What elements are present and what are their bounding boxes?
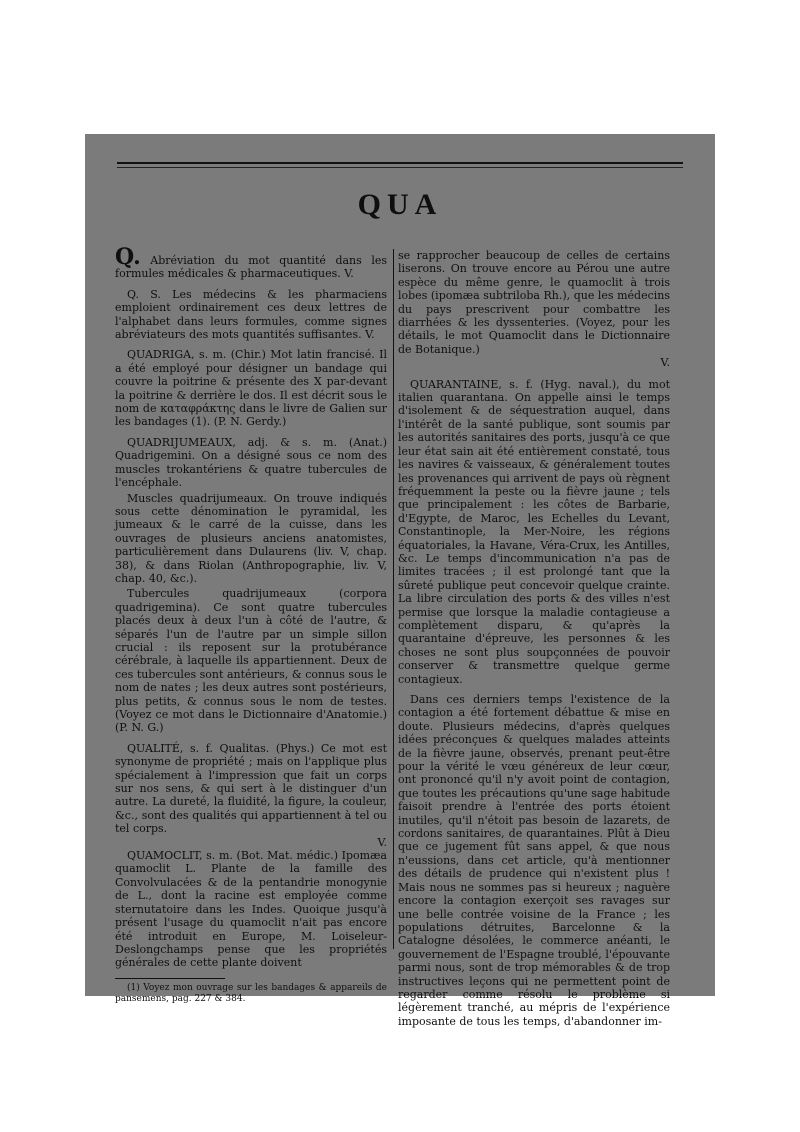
drop-cap: Q.: [115, 244, 141, 270]
entry-quamoclit: QUAMOCLIT, s. m. (Bot. Mat. médic.) Ipomæa quamoclit L. Plante de la famille des Convolvulacées & de la pentandrie monogynie de L., dont la racine est employée comme sternutatoire dans les Indes. Quoique jusqu'à présent l'usage du quamoclit n'ait pas encore été introduit en Europe, M. Loiseleur-Deslongchamps pense que les propriétés générales de cette plante doivent: [115, 849, 387, 970]
entry-muscles-quadrijumeaux: Muscles quadrijumeaux. On trouve indiqués sous cette dénomination le pyramidal, les jumeaux & le carré de la cuisse, dans les ouvrages de plusieurs anciens anatomistes, particulièrement dans Dulaurens (liv. V, chap. 38), & dans Riolan (Anthropographie, liv. V, chap. 40, &c.).: [115, 491, 387, 585]
entry-q: [115, 244, 387, 281]
right-column: [398, 249, 670, 1035]
entry-quamoclit-continued: se rapprocher beaucoup de celles de certains liserons. On trouve encore au Pérou une autre espèce du même genre, le quamoclit à trois lobes (ipomæa subtriloba Rh.), que les médecins du pays prescrivent pour combattre les diarrhées & les dyssenteries. (Voyez, pour les détails, le mot Quamoclit dans le Dictionnaire de Botanique.): [398, 249, 670, 356]
entry-tubercules-quadrijumeaux: Tubercules quadrijumeaux (corpora quadrigemina). Ce sont quatre tubercules placés deux à deux l'un à côté de l'autre, & séparés l'un de l'autre par un simple sillon crucial : ils reposent sur la protubérance cérébrale, à laquelle ils appartiennent. Deux de ces tubercules sont antérieurs, & connus sous le nom de nates ; les deux autres sont postérieurs, plus petits, & connus sous le nom de testes. (Voyez ce mot dans le Dictionnaire d'Anatomie.) (P. N. G.): [115, 587, 387, 735]
entry-qualite: QUALITÉ, s. f. Qualitas. (Phys.) Ce mot est synonyme de propriété ; mais on l'applique plus spécialement à l'impression que fait un corps sur nos sens, & qui sert à le distinguer d'un autre. La dureté, la fluidité, la figure, la couleur, &c., sont des qualités qui appartiennent à tel ou tel corps.: [115, 741, 387, 836]
entry-quadrijumeaux: QUADRIJUMEAUX, adj. & s. m. (Anat.) Quadrigemini. On a désigné sous ce nom des muscles trokantériens & quatre tubercules de l'encéphale.: [115, 435, 387, 490]
scanned-page: [85, 134, 715, 1028]
header-rule-thin: [117, 167, 683, 168]
entry-q-text: Abréviation du mot quantité dans les formules médicales & pharmaceutiques. V.: [115, 254, 387, 281]
entry-quadriga: QUADRIGA, s. m. (Chir.) Mot latin francisé. Il a été employé pour désigner un bandage qui couvre la poitrine & présente des X par-devant la poitrine & derrière le dos. Il est décrit sous le nom de καταφράκτης dans le livre de Galien sur les bandages (1). (P. N. Gerdy.): [115, 348, 387, 429]
footnote: (1) Voyez mon ouvrage sur les bandages & appareils de pansemens, pag. 227 & 384.: [115, 982, 387, 1004]
footnote-rule: [115, 978, 225, 979]
entry-quarantaine-continued: Dans ces derniers temps l'existence de la contagion a été fortement débattue & mise en doute. Plusieurs médecins, d'après quelques idées préconçues & quelques malades atteints de la fièvre jaune, observés, prenant peut-être pour la vérité le vœu généreux de leur cœur, ont prononcé qu'il n'y avoit point de contagion, que toutes les précautions qu'une sage habitude faisoit prendre à l'entrée des ports étoient inutiles, qu'il n'étoit pas besoin de lazarets, de cordons sanitaires, de quarantaines. Plût à Dieu que ce jugement fût sans appel, & que nous n'eussions, dans cet article, qu'à mentionner des détails de prudence qui n'existent plus ! Mais nous ne sommes pas si heureux ; naguère encore la contagion exerçoit ses ravages sur une belle contrée voisine de la France ; les populations détruites, Barcelonne & la Catalogne désolées, le commerce anéanti, le gouvernement de l'Espagne troublé, l'épouvante parmi nous, sont de trop mémorables & de trop instructives leçons qui ne permettent point de regarder comme résolu le problème si légèrement tranché, au mépris de l'expérience imposante de tous les temps, d'abandonner im-: [398, 693, 670, 1028]
left-column: [115, 244, 387, 1012]
header-rule: [117, 162, 683, 164]
column-divider: [393, 249, 394, 949]
entry-quarantaine: QUARANTAINE, s. f. (Hyg. naval.), du mot italien quarantana. On appelle ainsi le temps d'isolement & de séquestration auquel, dans l'intérêt de la santé publique, sont soumis par les autorités sanitaires des ports, jusqu'à ce que leur état sain ait été entièrement constaté, tous les navires & vaisseaux, & généralement toutes les provenances qui arrivent de pays où règnent fréquemment la peste ou la fièvre jaune ; tels que principalement : les côtes de Barbarie, d'Egypte, de Maroc, les Echelles du Levant, Constantinople, la Mer-Noire, les régions équatoriales, la Havane, Véra-Crux, les Antilles, &c. Le temps d'incommunication n'a pas de limites tracées ; il est prolongé tant que la sûreté publique peut concevoir quelque crainte. La libre circulation des ports & des villes n'est permise que lorsque la maladie contagieuse a complètement disparu, & qu'après la quarantaine d'épreuve, les personnes & les choses ne sont plus soupçonnées de pouvoir conserver & transmettre quelque germe contagieux.: [398, 377, 670, 686]
entry-qs: Q. S. Les médecins & les pharmaciens emploient ordinairement ces deux lettres de l'alphabet dans leurs formules, comme signes abréviateurs des mots quantités suffisantes. V.: [115, 287, 387, 342]
page-heading: QUA: [357, 188, 443, 221]
signature: V.: [377, 835, 387, 849]
signature: V.: [660, 356, 670, 370]
